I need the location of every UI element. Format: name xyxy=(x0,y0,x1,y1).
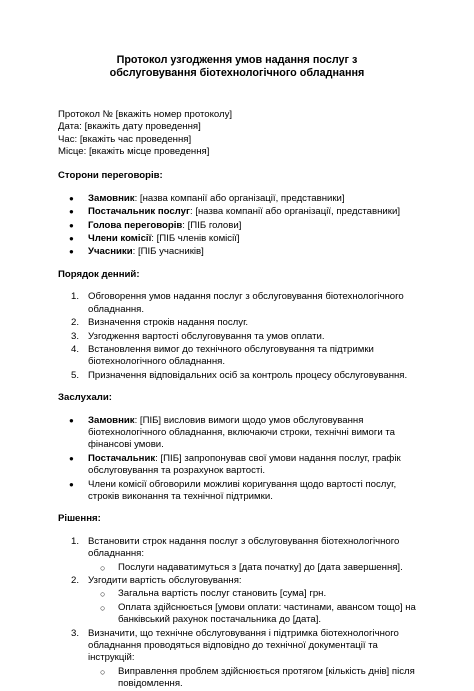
protocol-date: Дата: [вкажіть дату проведення] xyxy=(58,121,201,133)
item-label: Постачальник xyxy=(88,452,156,464)
item-number: 1. xyxy=(71,291,80,303)
list-item xyxy=(58,206,416,218)
item-text: Обговорення умов надання послуг з обслуговування біотехнологічного обладнання. xyxy=(88,291,404,315)
list-item xyxy=(58,344,416,369)
item-number: 3. xyxy=(71,330,80,342)
item-text: : [ПІБ учасників] xyxy=(132,246,204,258)
list-item xyxy=(58,193,416,205)
decisions-list xyxy=(58,536,416,691)
item-text: : [ПІБ] висловив вимоги щодо умов обслуговування біотехнологічного обладнання, включаючи строки, технічні вимоги та фінансові умови. xyxy=(88,414,395,451)
item-text: Члени комісії обговорили можливі коригування щодо вартості послуг, строків виконання та технічної підтримки. xyxy=(88,478,397,502)
item-text: : [ПІБ] запропонував свої умови надання послуг, графік обслуговування та розрахунок вартості. xyxy=(88,452,401,477)
list-item xyxy=(58,317,416,329)
protocol-number: Протокол № [вкажіть номер протоколу] xyxy=(58,108,233,120)
protocol-time: Час: [вкажіть час проведення] xyxy=(58,133,192,145)
heard-section xyxy=(58,392,416,503)
item-text: Визначити, що технічне обслуговування і підтримка біотехнологічного обладнання проводяться відповідно до технічної документації та інструкцій: xyxy=(88,627,399,664)
parties-section xyxy=(58,170,416,258)
protocol-place: Місце: [вкажіть місце проведення] xyxy=(58,146,210,158)
agenda-heading: Порядок денний: xyxy=(58,268,140,280)
item-text: Встановлення вимог до технічного обслуговування та підтримки біотехнологічного обладнання. xyxy=(88,343,374,368)
item-label: Замовник xyxy=(88,192,135,204)
agenda-section xyxy=(58,269,416,382)
list-item xyxy=(58,628,416,691)
item-text: Визначення строків надання послуг. xyxy=(88,317,249,329)
item-text: Встановити строк надання послуг з обслуговування біотехнологічного обладнання: xyxy=(88,535,400,560)
protocol-meta xyxy=(58,109,416,159)
item-number: 2. xyxy=(71,317,80,329)
item-label: Постачальник послуг xyxy=(88,206,190,218)
item-label: Замовник xyxy=(88,414,135,426)
list-item xyxy=(58,291,416,316)
list-item xyxy=(58,453,416,478)
heard-heading: Заслухали: xyxy=(58,392,112,404)
sub-list-item: ○ Послуги надаватимуться з [дата початку] до [дата завершення]. xyxy=(88,562,416,574)
item-text: : [ПІБ голови] xyxy=(182,219,242,231)
sub-list-item: ○ Загальна вартість послуг становить [сума] грн. xyxy=(88,588,416,600)
list-item xyxy=(58,415,416,452)
item-number: 1. xyxy=(71,535,80,547)
sub-list-item: ○ Виправлення проблем здійснюється протягом [кількість днів] після повідомлення. xyxy=(88,666,416,691)
heard-list xyxy=(58,415,416,504)
item-number: 3. xyxy=(71,627,80,639)
item-text: : [назва компанії або організації, представники] xyxy=(189,206,400,218)
decisions-section xyxy=(58,513,416,690)
item-label: Члени комісії xyxy=(88,233,152,245)
item-label: Учасники xyxy=(88,246,133,258)
item-text: : [назва компанії або організації, представники] xyxy=(134,192,345,204)
document-title: Протокол узгодження умов надання послуг з обслуговування біотехнологічного обладнання xyxy=(109,54,365,80)
list-item xyxy=(58,331,416,343)
list-item xyxy=(58,575,416,627)
list-item xyxy=(58,233,416,245)
parties-heading: Сторони переговорів: xyxy=(58,170,163,182)
item-text: Призначення відповідальних осіб за контроль процесу обслуговування. xyxy=(88,369,408,381)
list-item xyxy=(58,479,416,504)
parties-list xyxy=(58,193,416,259)
list-item xyxy=(58,220,416,232)
decisions-heading: Рішення: xyxy=(58,513,101,525)
list-item xyxy=(58,246,416,258)
item-text: Узгодити вартість обслуговування: xyxy=(88,575,242,586)
agenda-list xyxy=(58,291,416,382)
item-number: 5. xyxy=(71,369,80,381)
sub-list xyxy=(88,562,416,574)
list-item xyxy=(58,370,416,382)
sub-list xyxy=(88,588,416,626)
item-number: 4. xyxy=(71,343,80,355)
item-text: : [ПІБ членів комісії] xyxy=(151,233,240,245)
sub-list-item: ○ Оплата здійснюється [умови оплати: частинами, авансом тощо] на банківський рахунок постачальника до [дата]. xyxy=(88,602,416,627)
list-item xyxy=(58,536,416,574)
item-number: 2. xyxy=(71,575,80,586)
item-label: Голова переговорів xyxy=(88,219,183,231)
item-text: Узгодження вартості обслуговування та умов оплати. xyxy=(88,330,325,342)
